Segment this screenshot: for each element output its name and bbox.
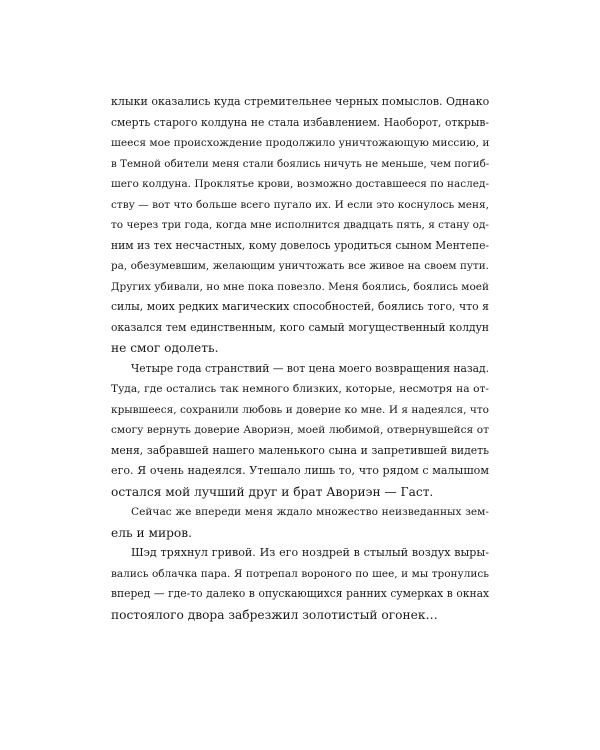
paragraph [111,543,489,625]
text-line: Других убивали, но мне пока повезло. Меня боялись, боялись моей [111,280,489,293]
text-line: остался мой лучший друг и брат Авориэн — Гаст. [111,484,434,499]
paragraph [111,359,489,503]
text-line: ель и миров. [111,525,192,540]
text-line: Четыре года странствий — вот цена моего возвращения назад. [131,361,489,375]
text-line: силы, моих редких магических способностей, боялись того, что я [111,300,489,313]
text-line: шееся мое происхождение продолжило уничтожающую миссию, и [111,137,489,149]
text-line: ним из тех несчастных, кому довелось уродиться сыном Ментепе- [111,238,489,252]
text-line: ра, обезумевшим, желающим уничтожать все живое на своем пути. [111,260,489,272]
text-line: не смог одолеть. [111,341,219,355]
text-line: смогу вернуть доверие Авориэн, моей любимой, отвернувшейся от [111,424,489,436]
body-text [111,92,489,625]
text-line: его. Я очень надеялся. Утешало лишь то, что рядом с малышом [111,464,489,477]
text-line: шего колдуна. Проклятье крови, возможно доставшееся по наслед- [111,178,489,190]
text-line: Сейчас же впереди меня ждало множество неизведанных зем- [131,506,489,518]
text-line: вались облачка пара. Я потрепал вороного по шее, и мы тронулись [111,567,489,580]
text-line: меня, забравшей нашего маленького сына и запретившей видеть [111,443,489,457]
paragraph [111,502,489,543]
text-line: оказался тем единственным, кого самый могущественный колдун [111,320,489,334]
text-line: в Темной обители меня стали боялись ничуть не меньше, чем погиб- [111,157,489,170]
text-line: клыки оказались куда стремительнее черных помыслов. Однако [111,95,489,108]
text-line: смерть старого колдуна не стала избавлением. Наоборот, открыв- [111,115,489,129]
text-line: крывшееся, сохранили любовь и доверие ко мне. И я надеялся, что [111,403,489,416]
text-line: Туда, где остались так немного близких, которые, несмотря на от- [111,383,489,395]
paragraph [111,92,489,359]
text-line: Шэд тряхнул гривой. Из его ноздрей в стылый воздух выры- [131,546,489,559]
text-line: ству — вот что больше всего пугало их. И если это коснулось меня, [111,198,489,211]
text-line: вперед — где-то далеко в опускающихся ранних сумерках в окнах [111,587,489,600]
text-line: постоялого двора забрезжил золотистый огонек… [111,607,438,622]
text-line: то через три года, когда мне исполнится двадцать пять, я стану од- [111,219,489,231]
